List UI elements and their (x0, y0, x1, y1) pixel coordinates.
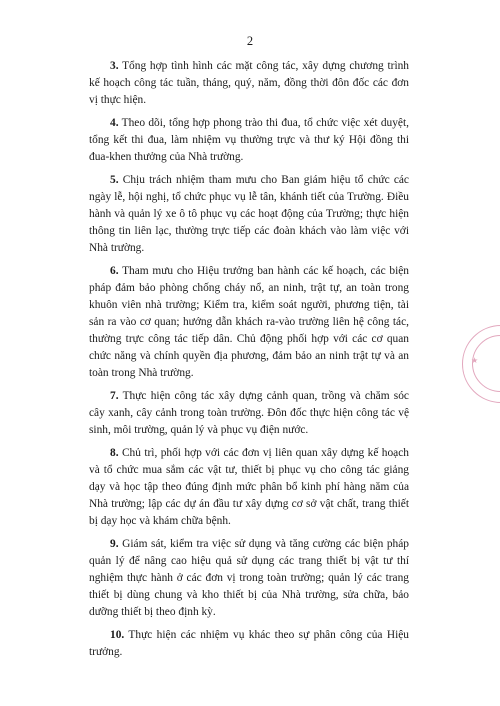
item-number: 9. (110, 538, 119, 550)
duty-item-7 (89, 388, 409, 439)
item-number: 8. (110, 447, 119, 459)
document-body (89, 58, 409, 667)
duty-item-10 (89, 627, 409, 661)
duty-item-8 (89, 445, 409, 530)
item-number: 5. (110, 174, 119, 186)
duty-item-5 (89, 172, 409, 257)
duty-item-3 (89, 58, 409, 109)
item-text: Theo dõi, tổng hợp phong trào thi đua, tổ chức việc xét duyệt, tổng kết thi đua, làm nhiệm vụ thường trực và thư ký Hội đồng thi đua-khen thưởng của Nhà trường. (89, 117, 409, 163)
item-text: Thực hiện các nhiệm vụ khác theo sự phân công của Hiệu trưởng. (89, 629, 409, 658)
duty-item-6 (89, 263, 409, 382)
item-text: Tham mưu cho Hiệu trưởng ban hành các kế hoạch, các biện pháp đảm bảo phòng chống cháy nổ, an ninh, trật tự, an toàn trong khuôn viên nhà trường; Kiểm tra, kiểm soát người, phương tiện, tài sản ra vào cơ quan; hướng dẫn khách ra-vào trường liên hệ công tác, thường trực công tác tiếp dân. Chủ động phối hợp với các cơ quan chức năng và chính quyền địa phương, đảm bảo an ninh trật tự và an toàn trong Nhà trường. (89, 265, 409, 379)
item-number: 3. (110, 60, 119, 72)
item-text: Tổng hợp tình hình các mặt công tác, xây dựng chương trình kế hoạch công tác tuần, tháng, quý, năm, đồng thời đôn đốc các đơn vị thực hiện. (89, 60, 409, 106)
stamp-star-icon: ★ (471, 356, 479, 365)
page-number: 2 (246, 34, 254, 48)
duty-item-9 (89, 536, 409, 621)
item-text: Chủ trì, phối hợp với các đơn vị liên quan xây dựng kế hoạch và tổ chức mua sắm các vật tư, thiết bị phục vụ cho công tác giảng dạy và học tập theo đúng định mức phân bổ kinh phí hàng năm của Nhà trường; lập các dự án đầu tư xây dựng cơ sở vật chất, trang thiết bị dạy học và khám chữa bệnh. (89, 447, 409, 527)
item-number: 4. (110, 117, 119, 129)
item-text: Giám sát, kiểm tra việc sử dụng và tăng cường các biện pháp quản lý để nâng cao hiệu quả sử dụng các trang thiết bị vật tư thí nghiệm thực hành ở các đơn vị trong toàn trường; quản lý các trang thiết bị dùng chung và kho thiết bị của Nhà trường, sửa chữa, bảo dưỡng thiết bị theo định kỳ. (89, 538, 409, 618)
item-number: 6. (110, 265, 119, 277)
item-text: Chịu trách nhiệm tham mưu cho Ban giám hiệu tổ chức các ngày lễ, hội nghị, tổ chức phục vụ lễ tân, khánh tiết của Trường. Điều hành và quản lý xe ô tô phục vụ các hoạt động của Trường; thực hiện thông tin liên lạc, thường trực tiếp các đoàn khách vào làm việc với Nhà trường. (89, 174, 409, 254)
item-number: 10. (110, 629, 125, 641)
item-number: 7. (110, 390, 119, 402)
duty-item-4 (89, 115, 409, 166)
seal-stamp-icon (462, 325, 500, 403)
item-text: Thực hiện công tác xây dựng cảnh quan, trồng và chăm sóc cây xanh, cây cảnh trong toàn trường. Đôn đốc thực hiện công tác vệ sinh, môi trường, quản lý và phục vụ điện nước. (89, 390, 409, 436)
